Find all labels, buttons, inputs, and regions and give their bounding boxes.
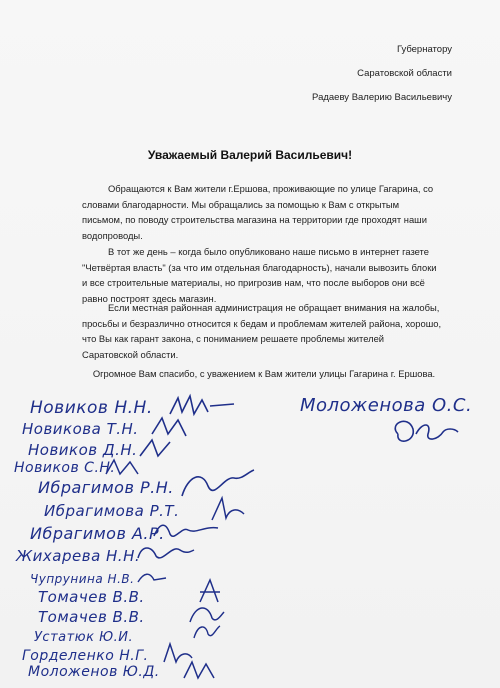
- signature-name-11: Томачев В.В.: [38, 608, 145, 626]
- signature-name-9: Чупрунина Н.В.: [30, 572, 135, 586]
- paragraph-1: Обращаются к Вам жители г.Ершова, проживающие по улице Гагарина, со словами благодарности. Мы обращались за помощью к Вам с открытым письмом, по поводу строительства магазина на территории где проходят наши водопроводы.: [82, 183, 434, 241]
- signature-name-7: Ибрагимов А.Р.: [30, 524, 165, 543]
- signature-name-1: Новиков Н.Н.: [30, 398, 153, 418]
- addressee-line-1: Губернатору: [396, 44, 452, 55]
- signature-name-15: Моложенова О.С.: [300, 395, 473, 416]
- signature-scribble-3: [138, 438, 178, 462]
- signature-scribble-4: [104, 458, 144, 478]
- signature-scribble-7: [152, 518, 222, 542]
- signature-scribble-14: [182, 658, 218, 682]
- salutation: Уважаемый Валерий Васильевич!: [147, 148, 353, 162]
- signature-name-13: Горделенко Н.Г.: [22, 648, 149, 664]
- signature-name-5: Ибрагимов Р.Н.: [38, 478, 174, 497]
- signature-scribble-2: [150, 414, 190, 440]
- signature-scribble-12: [192, 620, 222, 642]
- signature-scribble-15: [388, 414, 463, 454]
- signature-name-3: Новиков Д.Н.: [28, 441, 138, 459]
- signature-name-12: Устатюк Ю.И.: [34, 630, 134, 645]
- paragraph-3: Если местная районная администрация не обращает внимания на жалобы, просьбы и безразлично относится к бедам и проблемам жителей района, хорошо, что Вы как гарант закона, с пониманием решаете проблемы жителей Саратовской области.: [82, 302, 442, 360]
- signature-name-2: Новикова Т.Н.: [22, 420, 139, 438]
- addressee-line-2: Саратовской области: [357, 68, 452, 79]
- signature-name-14: Моложенов Ю.Д.: [28, 664, 160, 680]
- signature-name-8: Жихарева Н.Н.: [16, 547, 141, 565]
- signature-name-6: Ибрагимова Р.Т.: [44, 502, 180, 520]
- signature-name-4: Новиков С.Н.: [14, 460, 116, 476]
- signature-name-10: Томачев В.В.: [38, 588, 145, 606]
- signature-scribble-9: [136, 568, 176, 586]
- addressee-line-3: Радаеву Валерию Васильевичу: [312, 92, 452, 103]
- signature-scribble-8: [136, 540, 196, 564]
- closing-line: Огромное Вам спасибо, с уважением к Вам жители улицы Гагарина г. Ершова.: [92, 368, 436, 379]
- paragraph-2: В тот же день – когда было опубликовано наше письмо в интернет газете "Четвёртая власть" (за что им отдельная благодарность), начали вывозить блоки и все строительные материалы, но пригрозив нам, что после выборов они всё равно построят здесь магазин.: [82, 246, 437, 304]
